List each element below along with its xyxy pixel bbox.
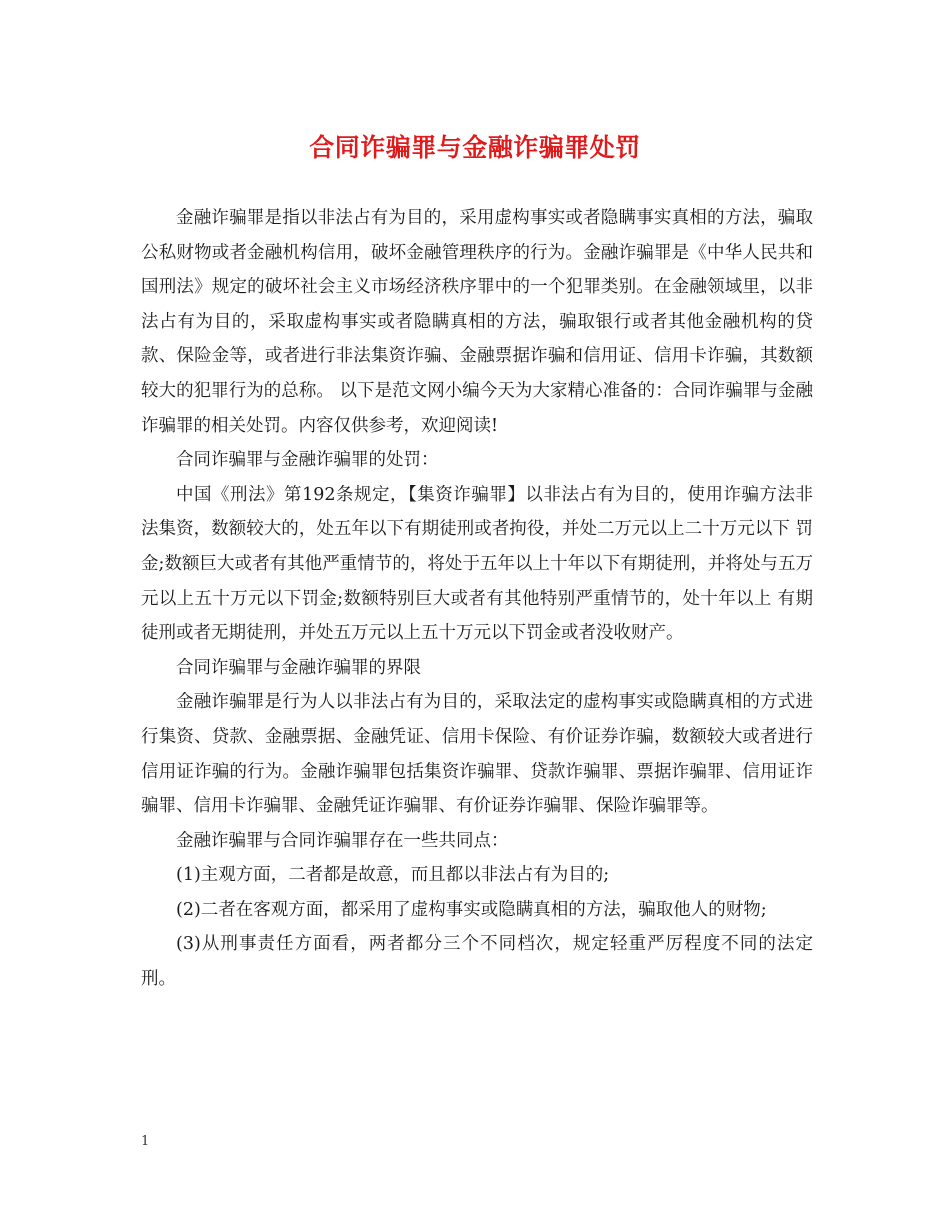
- paragraph-financial-fraud-definition: 金融诈骗罪是行为人以非法占有为目的，采取法定的虚构事实或隐瞒真相的方式进行集资、贷款、金融票据、金融凭证、信用卡保险、有价证券诈骗，数额较大或者进行信用证诈骗的行为。金融诈骗罪包括集资诈骗罪、贷款诈骗罪、票据诈骗罪、信用证诈骗罪、信用卡诈骗罪、金融凭证诈骗罪、有价证券诈骗罪、保险诈骗罪等。: [141, 692, 813, 817]
- document-body: [141, 201, 813, 997]
- paragraph-boundary-heading: 合同诈骗罪与金融诈骗罪的界限: [176, 657, 421, 678]
- paragraph-point-2: (2)二者在客观方面，都采用了虚构事实或隐瞒真相的方法，骗取他人的财物;: [176, 899, 767, 920]
- paragraph-penalty-heading: 合同诈骗罪与金融诈骗罪的处罚：: [176, 450, 439, 471]
- document-title: 合同诈骗罪与金融诈骗罪处罚: [309, 133, 641, 162]
- page-number: 1: [141, 1134, 150, 1149]
- paragraph-common-points-heading: 金融诈骗罪与合同诈骗罪存在一些共同点：: [176, 830, 509, 851]
- paragraph-point-3: (3)从刑事责任方面看，两者都分三个不同档次，规定轻重严厉程度不同的法定刑。: [141, 934, 813, 990]
- paragraph-article-192: 中国《刑法》第192条规定，【集资诈骗罪】以非法占有为目的，使用诈骗方法非法集资，数额较大的，处五年以下有期徒刑或者拘役，并处二万元以上二十万元以下 罚金;数额巨大或者有其他严重情节的，将处于五年以上十年以下有期徒刑，并将处与五万元以上五十万元以下罚金;数额特别巨大或者有其他特别严重情节的，处十年以上 有期徒刑或者无期徒刑，并处五万元以上五十万元以下罚金或者没收财产。: [141, 484, 813, 644]
- paragraph-point-1: (1)主观方面，二者都是故意，而且都以非法占有为目的;: [176, 865, 610, 886]
- paragraph-intro: 金融诈骗罪是指以非法占有为目的，采用虚构事实或者隐瞒事实真相的方法，骗取公私财物或者金融机构信用，破坏金融管理秩序的行为。金融诈骗罪是《中华人民共和国刑法》规定的破坏社会主义市场经济秩序罪中的一个犯罪类别。在金融领域里，以非法占有为目的，采取虚构事实或者隐瞒真相的方法，骗取银行或者其他金融机构的贷款、保险金等，或者进行非法集资诈骗、金融票据诈骗和信用证、信用卡诈骗，其数额较大的犯罪行为的总称。 以下是范文网小编今天为大家精心准备的：合同诈骗罪与金融诈骗罪的相关处罚。内容仅供参考，欢迎阅读!: [141, 208, 813, 436]
